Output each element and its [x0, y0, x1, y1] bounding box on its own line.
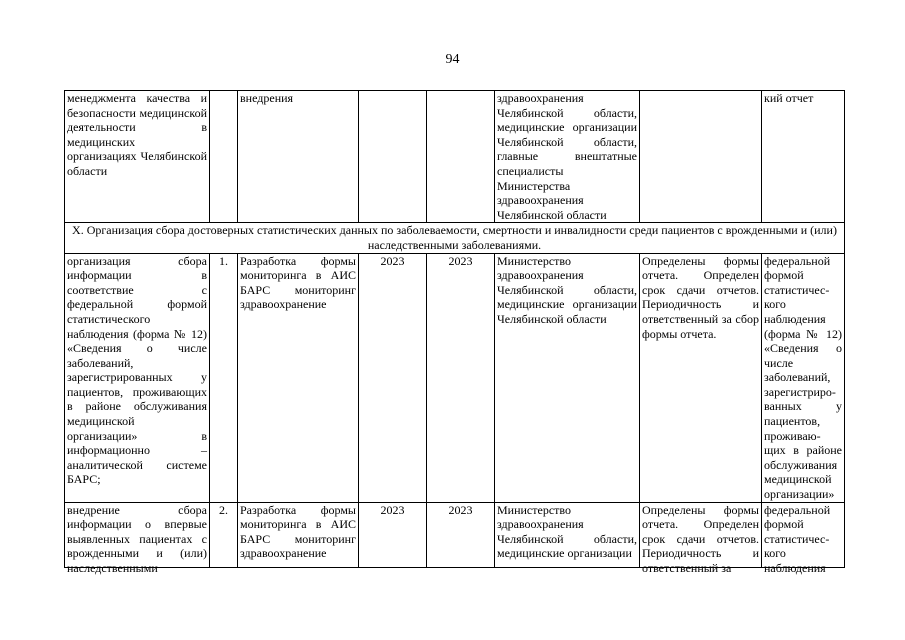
table-row [65, 502, 845, 567]
cell-result [640, 91, 762, 223]
cell-measure: организация сбора информации в соответствие с федеральной формой статистического наблюдения (форма № 12) «Сведения о числе заболеваний, зарегистрированных у пациентов, проживающих в районе обслуживания медицинской организации» в информационно – аналитической системе БАРС; [65, 253, 210, 502]
table-row-continued [65, 91, 845, 223]
cell-number: 1. [210, 253, 238, 502]
cell-measure [65, 502, 210, 575]
cell-number [210, 502, 238, 567]
cell-result: Определены формы отчета. Определен срок сдачи отчетов. Периодичность и ответственный за сбор формы отчета. [640, 253, 762, 502]
cell-indicator: федеральной формой статистичес-кого наблюдения (форма № 12) «Сведения о числе заболеваний, зарегистриро-ванных у пациентов, проживаю-щих в районе обслуживания медицинской организации» [762, 253, 845, 502]
cell-action [238, 502, 359, 567]
cell-action: Разработка формы мониторинга в АИС БАРС мониторинг здравоохранение [238, 253, 359, 502]
cell-start-year-text: 2023 [380, 502, 405, 517]
cell-start-year: 2023 [359, 253, 427, 502]
cell-indicator-text: федеральной формой статистичес-кого наблюдения [764, 502, 831, 575]
cell-end-year: 2023 [427, 253, 495, 502]
cell-number [210, 91, 238, 223]
cell-start-year [359, 502, 427, 567]
cell-responsible: здравоохранения Челябинской области, медицинские организации Челябинской области, главные внештатные специалисты Министерства здравоохранения Челябинской области [495, 91, 640, 223]
cell-result [640, 502, 762, 575]
section-heading: X. Организация сбора достоверных статистических данных по заболеваемости, смертности и инвалидности среди пациентов с врожденными и (или) наследственными заболеваниями. [65, 223, 845, 253]
measures-table [64, 90, 845, 575]
cell-action-text: Разработка формы мониторинга в АИС БАРС мониторинг здравоохранение [240, 502, 356, 561]
cell-action: внедрения [238, 91, 359, 223]
cell-end-year [427, 502, 495, 567]
cell-end-year [427, 91, 495, 223]
page-number: 94 [445, 52, 460, 67]
cell-responsible-text: Министерство здравоохранения Челябинской области, медицинские организации [497, 502, 637, 561]
cell-indicator [762, 502, 845, 575]
table-row [65, 253, 845, 502]
cell-indicator: кий отчет [762, 91, 845, 223]
cell-end-year-text: 2023 [448, 502, 473, 517]
cell-measure-text: внедрение сбора информации о впервые выявленных пациентах с врожденными и (или) наследственными [67, 502, 207, 575]
cell-result-text: Определены формы отчета. Определен срок сдачи отчетов. Периодичность и ответственный за [642, 502, 759, 575]
cell-responsible [495, 502, 640, 567]
cell-measure: менеджмента качества и безопасности медицинской деятельности в медицинских организациях Челябинской области [65, 91, 210, 223]
cell-start-year [359, 91, 427, 223]
cell-number-text: 2. [219, 502, 228, 517]
section-heading-row [65, 223, 845, 253]
cell-responsible: Министерство здравоохранения Челябинской области, медицинские организации Челябинской области [495, 253, 640, 502]
